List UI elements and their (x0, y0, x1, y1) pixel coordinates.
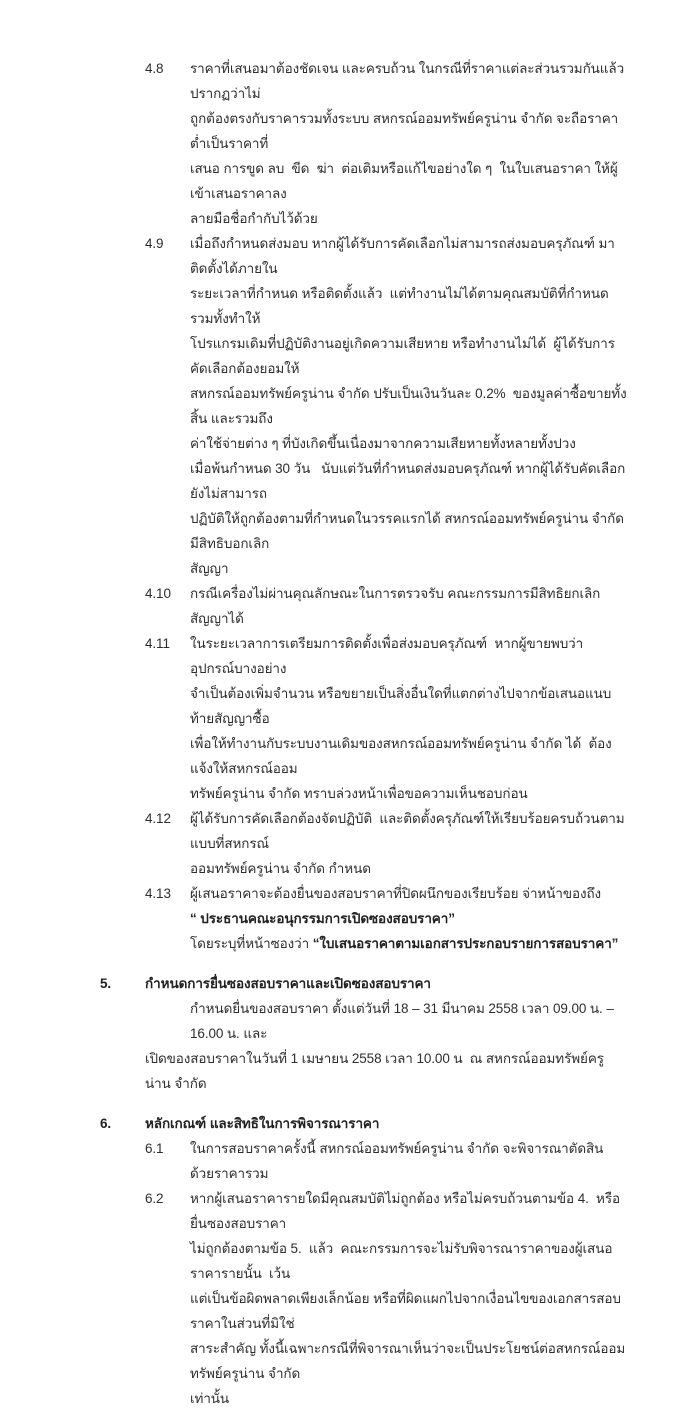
text-line (190, 556, 627, 581)
text: สหกรณ์ออมทรัพย์ครูน่าน จำกัด ปรับเป็นเงินวันละ 0.2% ของมูลค่าซื้อขายทั้งสิ้น และรวมถึง (190, 386, 627, 426)
section-heading-row (100, 1111, 627, 1136)
text: ไม่ถูกต้องตามข้อ 5. แล้ว คณะกรรมการจะไม่รับพิจารณาราคาของผู้เสนอราคารายนั้น เว้น (190, 1241, 613, 1281)
text: โดยระบุที่หน้าซองว่า (190, 936, 313, 951)
text-line (190, 1386, 627, 1411)
text-line (145, 1046, 627, 1096)
text-line (190, 281, 627, 331)
text: แต่เป็นข้อผิดพลาดเพียงเล็กน้อย หรือที่ผิดแผกไปจากเงื่อนไขของเอกสารสอบราคาในส่วนที่มิใช่ (190, 1291, 621, 1331)
text-line (190, 881, 627, 906)
text-line (190, 381, 627, 431)
list-item (145, 56, 627, 231)
text-line (190, 856, 627, 881)
item-body (190, 806, 627, 881)
text: ระยะเวลาที่กำหนด หรือติดตั้งแล้ว แต่ทำงานไม่ได้ตามคุณสมบัติที่กำหนด รวมทั้งทำให้ (190, 286, 613, 326)
item-number: 6.1 (145, 1141, 164, 1156)
item-number: 4.13 (145, 886, 171, 901)
paragraph (190, 881, 627, 956)
text: โปรแกรมเดิมที่ปฏิบัติงานอยู่เกิดความเสียหาย หรือทำงานไม่ได้ ผู้ได้รับการคัดเลือกต้องยอมให้ (190, 336, 615, 376)
paragraph (190, 631, 627, 806)
document-content (100, 56, 627, 1411)
paragraph (190, 1136, 627, 1186)
paragraph (190, 581, 627, 631)
text: จำเป็นต้องเพิ่มจำนวน หรือขยายเป็นสิ่งอื่นใดที่แตกต่างไปจากข้อเสนอแนบท้ายสัญญาซื้อ (190, 686, 612, 726)
item-body (190, 1186, 627, 1411)
item-number: 4.12 (145, 811, 171, 826)
text: ผู้เสนอราคาจะต้องยื่นของสอบราคาที่ปิดผนึกของเรียบร้อย จ่าหน้าของถึง (190, 886, 602, 901)
text: เมื่อพ้นกำหนด 30 วัน นับแต่วันที่กำหนดส่งมอบครุภัณฑ์ หากผู้ได้รับคัดเลือกยังไม่สามารถ (190, 461, 626, 501)
paragraph (145, 996, 627, 1096)
item-number: 4.9 (145, 236, 164, 251)
text: ผู้ได้รับการคัดเลือกต้องจัดปฏิบัติ และติดตั้งครุภัณฑ์ให้เรียบร้อยครบถ้วนตามแบบที่สหกรณ์ (190, 811, 625, 851)
item-body (190, 581, 627, 631)
section-items (145, 1136, 627, 1411)
paragraph (190, 1186, 627, 1411)
list-item (145, 1136, 627, 1186)
text: ราคาที่เสนอมาต้องชัดเจน และครบถ้วน ในกรณีที่ราคาแต่ละส่วนรวมกันแล้วปรากฏว่าไม่ (190, 61, 625, 101)
item-body (190, 56, 627, 231)
text-line (190, 631, 627, 681)
section-number: 6. (100, 1116, 112, 1131)
text: สาระสำคัญ ทั้งนี้เฉพาะกรณีที่พิจารณาเห็นว่าจะเป็นประโยชน์ต่อสหกรณ์ออมทรัพย์ครูน่าน จำกัด (190, 1341, 626, 1381)
section-5 (100, 971, 627, 1096)
text-line (190, 1236, 627, 1286)
text-line (190, 1336, 627, 1386)
text: เสนอ การขูด ลบ ขีด ฆ่า ต่อเติมหรือแก้ไขอย่างใด ๆ ในใบเสนอราคา ให้ผู้เข้าเสนอราคาลง (190, 161, 618, 201)
text-line (190, 206, 627, 231)
text-line (190, 906, 627, 931)
item-number: 6.2 (145, 1191, 164, 1206)
item-body (190, 881, 627, 956)
section-6 (100, 1111, 627, 1411)
section-heading-row (100, 971, 627, 996)
text: เมื่อถึงกำหนดส่งมอบ หากผู้ได้รับการคัดเลือกไม่สามารถส่งมอบครุภัณฑ์ มาติดตั้งได้ภายใน (190, 236, 615, 276)
text: ในการสอบราคาครั้งนี้ สหกรณ์ออมทรัพย์ครูน่าน จำกัด จะพิจารณาตัดสินด้วยราคารวม (190, 1141, 604, 1181)
text: ลายมือชื่อกำกับไว้ด้วย (190, 211, 318, 226)
section-number: 5. (100, 976, 112, 991)
paragraph (190, 806, 627, 881)
text: เท่านั้น (190, 1391, 230, 1406)
bold-text: “ใบเสนอราคาตามเอกสารประกอบรายการสอบราคา” (312, 936, 619, 951)
list-item (145, 231, 627, 581)
text-line (190, 456, 627, 506)
bold-text: “ ประธานคณะอนุกรรมการเปิดซองสอบราคา” (190, 911, 455, 926)
text: ออมทรัพย์ครูน่าน จำกัด กำหนด (190, 861, 371, 876)
list-item (145, 881, 627, 956)
section-body (145, 996, 627, 1096)
text-line (190, 506, 627, 556)
text: ทรัพย์ครูน่าน จำกัด ทราบล่วงหน้าเพื่อขอความเห็นชอบก่อน (190, 786, 528, 801)
text-line (190, 156, 627, 206)
text-line (190, 806, 627, 856)
text: ในระยะเวลาการเตรียมการติดตั้งเพื่อส่งมอบครุภัณฑ์ หากผู้ขายพบว่า อุปกรณ์บางอย่าง (190, 636, 587, 676)
paragraph (190, 231, 627, 456)
text: ค่าใช้จ่ายต่าง ๆ ที่บังเกิดขึ้นเนื่องมาจากความเสียหายทั้งหลายทั้งปวง (190, 436, 576, 451)
text-line (190, 56, 627, 106)
text: เปิดของสอบราคาในวันที่ 1 เมษายน 2558 เวลา 10.00 น ณ สหกรณ์ออมทรัพย์ครูน่าน จำกัด (145, 1051, 604, 1091)
item-body (190, 631, 627, 806)
list-item (145, 581, 627, 631)
text-line (190, 931, 627, 956)
list-item (145, 806, 627, 881)
text: เพื่อให้ทำงานกับระบบงานเดิมของสหกรณ์ออมทรัพย์ครูน่าน จำกัด ได้ ต้องแจ้งให้สหกรณ์ออม (190, 736, 612, 776)
text: ถูกต้องตรงกับราคารวมทั้งระบบ สหกรณ์ออมทรัพย์ครูน่าน จำกัด จะถือราคาต่ำเป็นราคาที่ (190, 111, 619, 151)
section-heading: กำหนดการยื่นซองสอบราคาและเปิดซองสอบราคา (145, 976, 431, 991)
text-line (190, 106, 627, 156)
text-line (190, 1286, 627, 1336)
text: สัญญา (190, 561, 229, 576)
text: ปฏิบัติให้ถูกต้องตามที่กำหนดในวรรคแรกได้ สหกรณ์ออมทรัพย์ครูน่าน จำกัด มีสิทธิบอกเลิก (190, 511, 628, 551)
section-heading: หลักเกณฑ์ และสิทธิในการพิจารณาราคา (145, 1116, 380, 1131)
item-number: 4.11 (145, 636, 170, 651)
text-line (190, 231, 627, 281)
list-item (145, 631, 627, 806)
item-body (190, 231, 627, 581)
text-line (190, 1186, 627, 1236)
text-line (190, 1136, 627, 1186)
item-body (190, 1136, 627, 1186)
item-number: 4.10 (145, 586, 171, 601)
text-line (190, 781, 627, 806)
text-line (190, 681, 627, 731)
text-line (190, 731, 627, 781)
list-item (145, 1186, 627, 1411)
paragraph (190, 56, 627, 231)
text: หากผู้เสนอราคารายใดมีคุณสมบัติไม่ถูกต้อง หรือไม่ครบถ้วนตามข้อ 4. หรือยื่นซองสอบราคา (190, 1191, 621, 1231)
text-line (190, 331, 627, 381)
item-number: 4.8 (145, 61, 164, 76)
text-line (190, 431, 627, 456)
text-line (190, 581, 627, 631)
paragraph (190, 456, 627, 581)
text: กำหนดยื่นของสอบราคา ตั้งแต่วันที่ 18 – 31 มีนาคม 2558 เวลา 09.00 น. – 16.00 น. และ (190, 1001, 618, 1041)
text: กรณีเครื่องไม่ผ่านคุณลักษณะในการตรวจรับ คณะกรรมการมีสิทธิยกเลิกสัญญาได้ (190, 586, 601, 626)
text-line (145, 996, 627, 1046)
